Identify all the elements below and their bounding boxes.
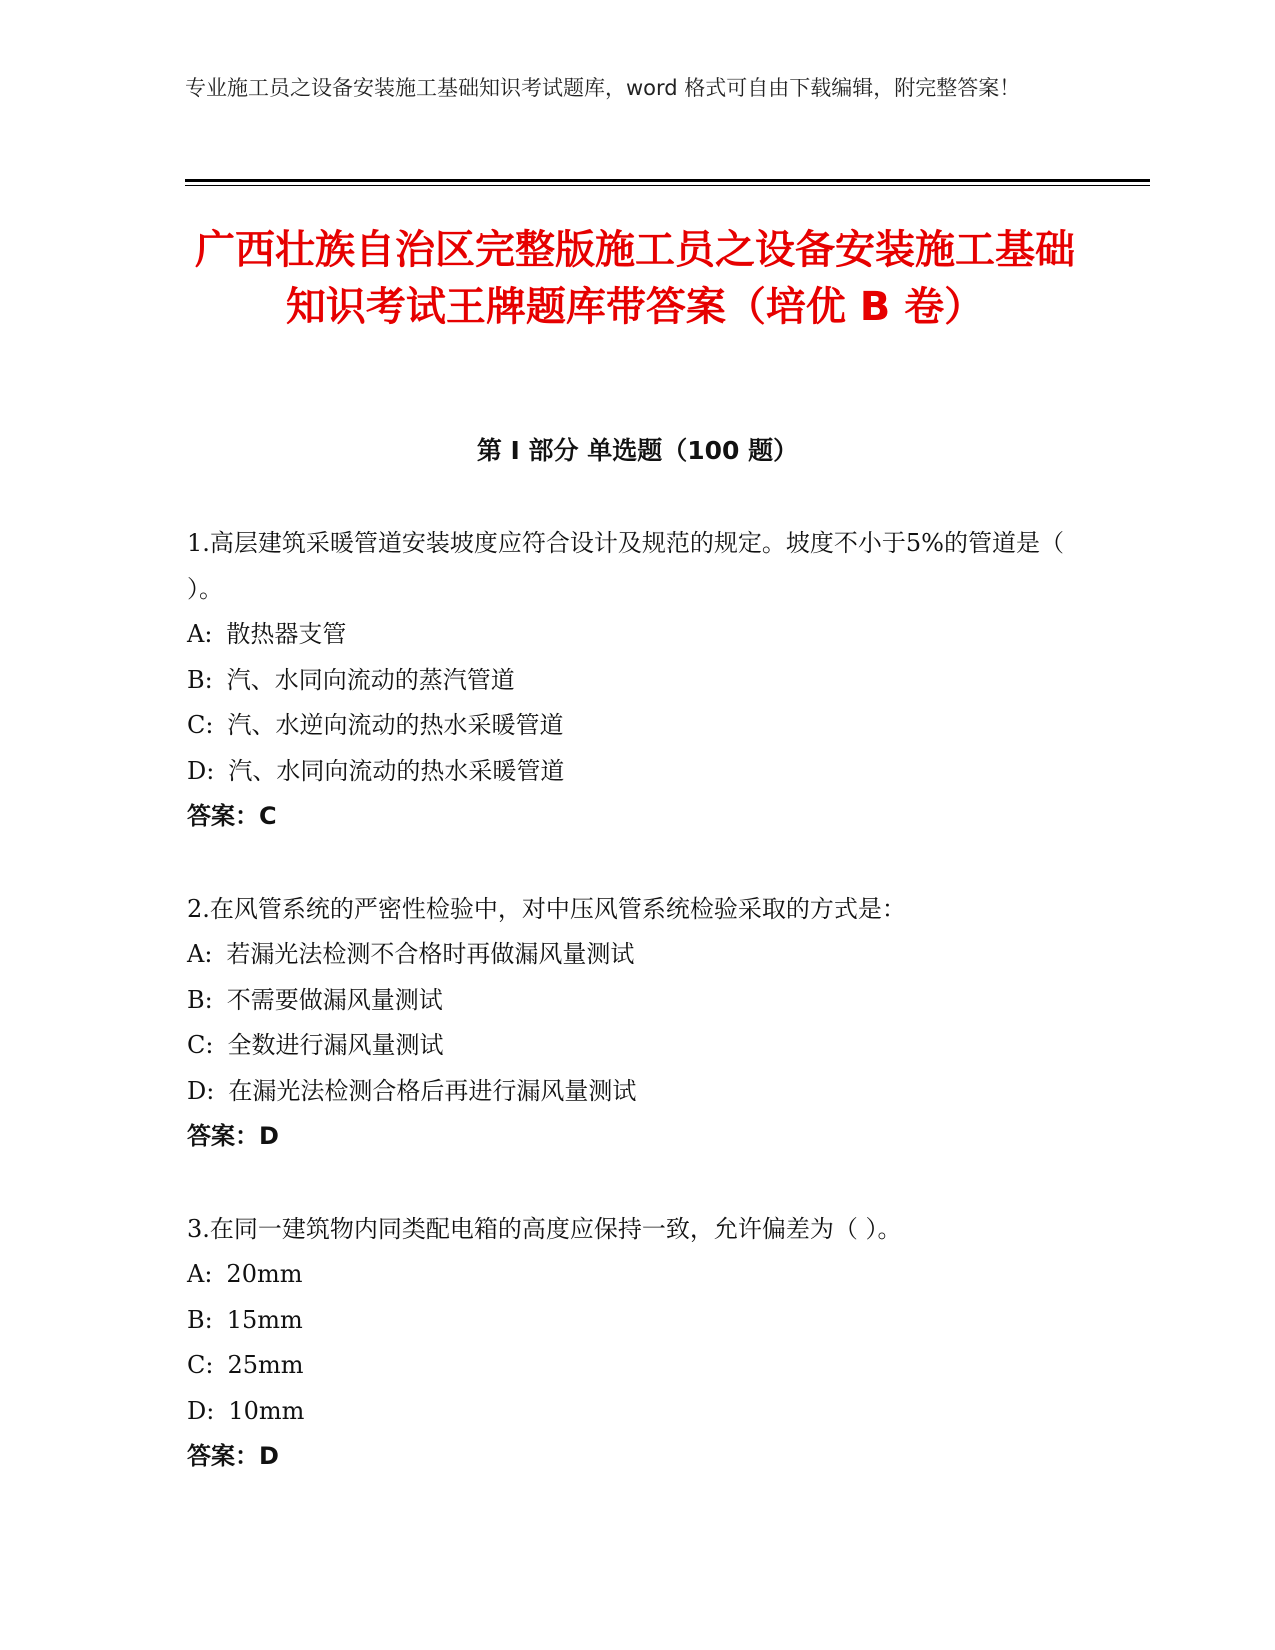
- question-list: [187, 521, 1067, 1527]
- option-b: [187, 1298, 1067, 1344]
- option-key: C:: [187, 1351, 214, 1379]
- option-key: A:: [187, 1260, 213, 1288]
- question-2: [187, 887, 1067, 1160]
- section-title: 第 I 部分 单选题（100 题）: [476, 436, 799, 465]
- answer-line: 答案：C: [187, 802, 277, 830]
- question-1: [187, 521, 1067, 840]
- option-text: 汽、水逆向流动的热水采暖管道: [227, 711, 564, 739]
- question-stem: 3.在同一建筑物内同类配电箱的高度应保持一致，允许偏差为（ ）。: [187, 1214, 902, 1243]
- option-c: [187, 1343, 1067, 1389]
- option-text: 汽、水同向流动的热水采暖管道: [228, 756, 565, 785]
- option-key: C:: [187, 711, 214, 739]
- option-text: 若漏光法检测不合格时再做漏风量测试: [226, 940, 635, 968]
- option-text: 不需要做漏风量测试: [226, 985, 443, 1014]
- option-key: D:: [187, 756, 215, 785]
- option-key: D:: [187, 1396, 215, 1425]
- option-key: B:: [187, 985, 213, 1014]
- question-stem: 1.高层建筑采暖管道安装坡度应符合设计及规范的规定。坡度不小于5%的管道是（ ）。: [187, 529, 1064, 603]
- option-key: A:: [187, 940, 213, 968]
- header-note: 专业施工员之设备安装施工基础知识考试题库，word 格式可自由下载编辑，附完整答案！: [185, 76, 1021, 100]
- option-d: [187, 749, 1067, 795]
- option-b: [187, 978, 1067, 1024]
- option-text: 25mm: [227, 1351, 304, 1379]
- option-c: [187, 1023, 1067, 1069]
- option-text: 全数进行漏风量测试: [227, 1031, 444, 1059]
- answer-line: 答案：D: [187, 1122, 279, 1150]
- option-key: C:: [187, 1031, 214, 1059]
- option-key: B:: [187, 665, 213, 694]
- header-rule-thick: [185, 179, 1150, 182]
- option-a: [187, 932, 1067, 978]
- document-title: 广西壮族自治区完整版施工员之设备安装施工基础知识考试王牌题库带答案（培优 B 卷）: [195, 227, 1075, 330]
- option-b: [187, 658, 1067, 704]
- option-text: 15mm: [226, 1305, 303, 1334]
- option-a: [187, 612, 1067, 658]
- option-text: 散热器支管: [226, 620, 347, 648]
- option-key: A:: [187, 620, 213, 648]
- question-stem: 2.在风管系统的严密性检验中，对中压风管系统检验采取的方式是：: [187, 894, 906, 923]
- answer-line: 答案：D: [187, 1442, 279, 1470]
- option-text: 20mm: [226, 1260, 303, 1288]
- option-key: D:: [187, 1076, 215, 1105]
- option-key: B:: [187, 1305, 213, 1334]
- option-d: [187, 1069, 1067, 1115]
- option-a: [187, 1252, 1067, 1298]
- option-text: 10mm: [228, 1396, 305, 1425]
- option-text: 汽、水同向流动的蒸汽管道: [226, 665, 515, 694]
- option-d: [187, 1389, 1067, 1435]
- header-rule-thin: [185, 185, 1150, 186]
- option-text: 在漏光法检测合格后再进行漏风量测试: [228, 1076, 637, 1105]
- question-3: [187, 1207, 1067, 1480]
- option-c: [187, 703, 1067, 749]
